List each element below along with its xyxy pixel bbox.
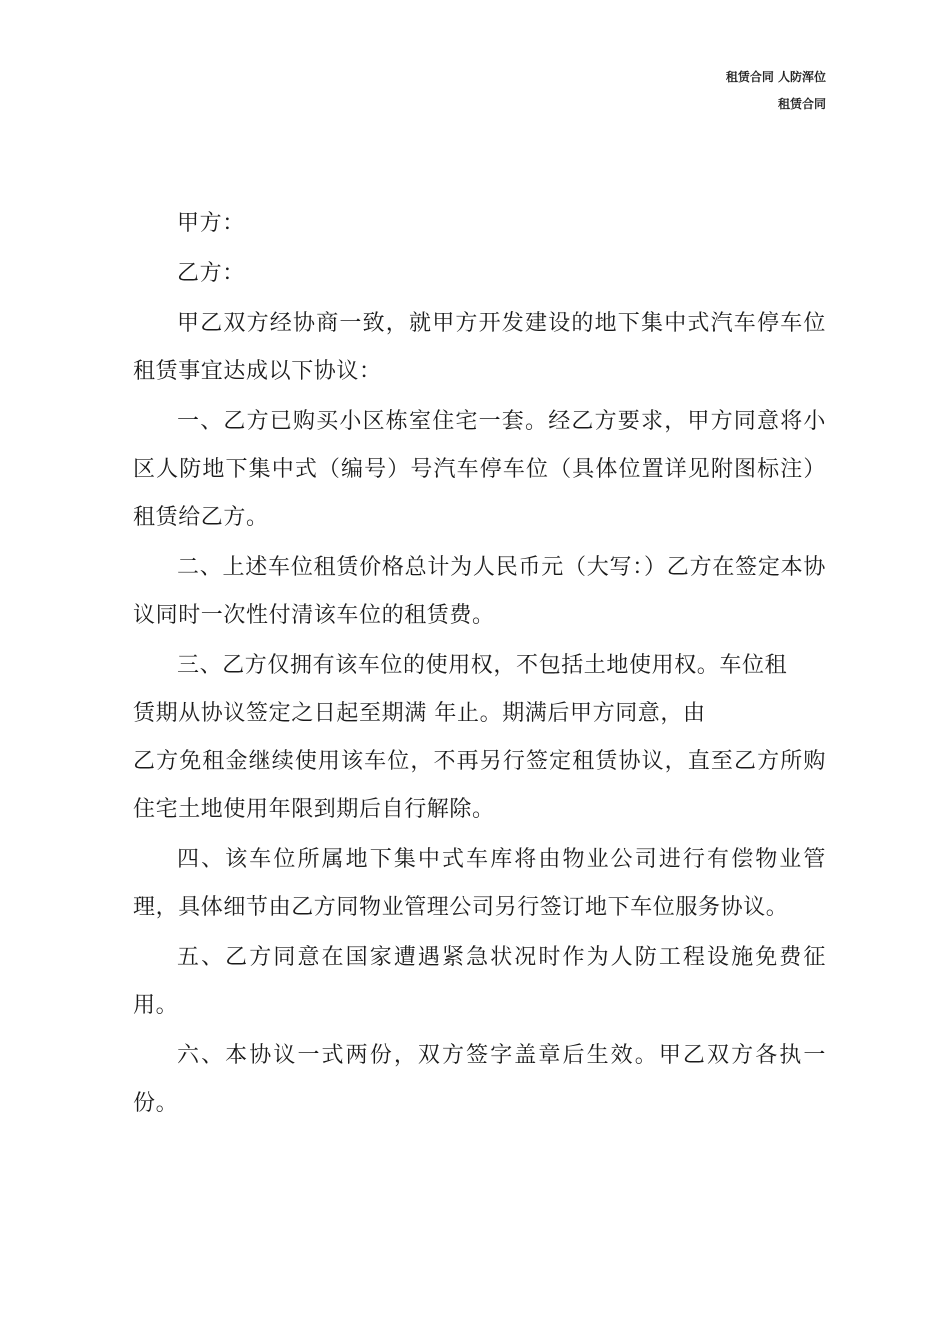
clause-3-rest: 乙方免租金继续使用该车位，不再另行签定租赁协议，直至乙方所购住宅土地使用年限到期后自行解除。: [133, 749, 826, 822]
clause-5: 五、乙方同意在国家遭遇紧急状况时作为人防工程设施免费征用。: [133, 945, 826, 1018]
clause-2: 二、上述车位租赁价格总计为人民币元（大写：）乙方在签定本协议同时一次性付清该车位的租赁费。: [133, 555, 826, 628]
party-a-label: 甲方：: [177, 211, 245, 236]
header-title: 租赁合同 人防浑位: [725, 70, 826, 84]
clause-6: 六、本协议一式两份，双方签字盖章后生效。甲乙双方各执一份。: [133, 1043, 826, 1116]
intro-paragraph: 甲乙双方经协商一致，就甲方开发建设的地下集中式汽车停车位租赁事宜达成以下协议：: [133, 311, 826, 384]
clause-4: 四、该车位所属地下集中式车库将由物业公司进行有偿物业管理，具体细节由乙方同物业管理公司另行签订地下车位服务协议。: [133, 847, 826, 920]
clause-3-line-1: 三、乙方仅拥有该车位的使用权，不包括土地使用权。车位租: [177, 653, 788, 678]
clause-1: 一、乙方已购买小区栋室住宅一套。经乙方要求，甲方同意将小区人防地下集中式（编号）号汽车停车位（具体位置详见附图标注）租赁给乙方。: [133, 409, 826, 530]
clause-3-line-2: 赁期从协议签定之日起至期满 年止。期满后甲方同意，由: [133, 701, 706, 726]
header-subtitle: 租赁合同: [777, 97, 826, 111]
page-header: [726, 64, 826, 118]
party-b-label: 乙方：: [177, 261, 245, 286]
contract-body: [133, 200, 826, 1130]
